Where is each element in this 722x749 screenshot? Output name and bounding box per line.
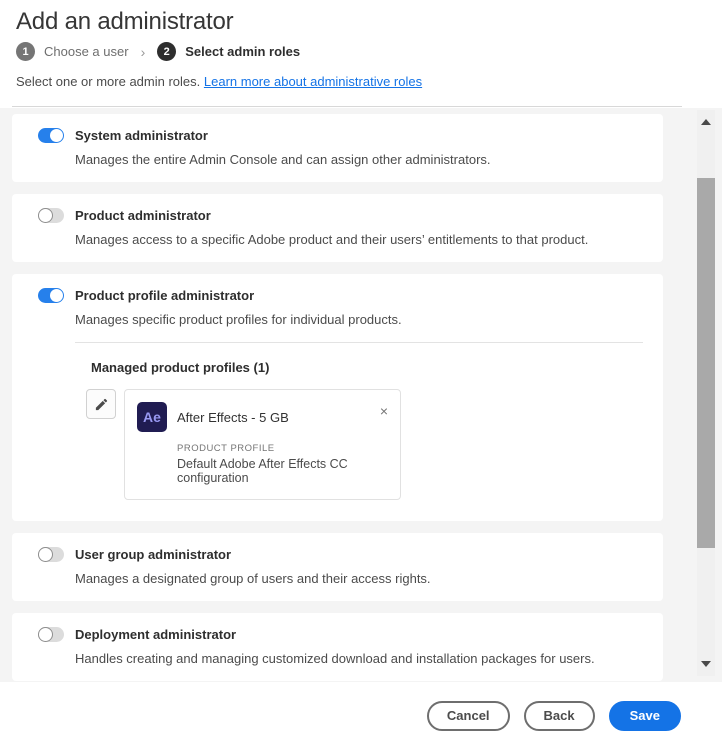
step-1-label: Choose a user — [44, 44, 129, 59]
step-indicator — [16, 42, 300, 61]
toggle-knob — [38, 547, 53, 562]
toggle-knob — [50, 129, 63, 142]
toggle-knob — [50, 289, 63, 302]
header-divider — [12, 106, 682, 107]
profile-chip-after-effects — [124, 389, 401, 500]
scroll-down-button[interactable] — [697, 656, 715, 672]
page-title: Add an administrator — [16, 8, 234, 35]
product-profile-administrator-toggle[interactable] — [38, 288, 64, 303]
pencil-icon — [94, 397, 109, 412]
role-name: Product profile administrator — [75, 288, 255, 303]
instruction-text — [16, 74, 422, 89]
role-description: Manages the entire Admin Console and can assign other administrators. — [75, 152, 491, 167]
role-description: Manages specific product profiles for individual products. — [75, 312, 402, 327]
scroll-up-button[interactable] — [697, 114, 715, 130]
profile-type-label: PRODUCT PROFILE — [177, 443, 275, 454]
user-group-administrator-toggle[interactable] — [38, 547, 64, 562]
triangle-up-icon — [701, 119, 711, 125]
profile-subtitle: Default Adobe After Effects CC configuration — [177, 457, 348, 485]
role-name: Product administrator — [75, 208, 211, 223]
role-description: Manages a designated group of users and their access rights. — [75, 571, 431, 586]
role-card-product-profile-administrator — [12, 274, 663, 521]
deployment-administrator-toggle[interactable] — [38, 627, 64, 642]
profile-title: After Effects - 5 GB — [177, 409, 289, 425]
role-description: Handles creating and managing customized download and installation packages for users. — [75, 651, 595, 666]
step-2-label: Select admin roles — [185, 44, 301, 59]
after-effects-icon: Ae — [137, 402, 167, 432]
managed-profiles-section — [86, 360, 643, 500]
role-name: Deployment administrator — [75, 627, 237, 642]
role-card-user-group-administrator — [12, 533, 663, 601]
toggle-knob — [38, 208, 53, 223]
vertical-scrollbar[interactable] — [697, 110, 715, 676]
role-name: User group administrator — [75, 547, 232, 562]
step-1-badge: 1 — [16, 42, 35, 61]
instruction-label: Select one or more admin roles. — [16, 74, 201, 89]
step-choose-a-user[interactable] — [16, 42, 129, 61]
back-button[interactable]: Back — [524, 701, 595, 731]
step-2-badge: 2 — [157, 42, 176, 61]
managed-profiles-heading: Managed product profiles (1) — [91, 360, 270, 375]
role-description: Manages access to a specific Adobe product and their users’ entitlements to that product. — [75, 232, 589, 247]
dialog-header — [0, 0, 722, 107]
role-name: System administrator — [75, 128, 208, 143]
card-divider — [75, 342, 643, 343]
dialog-footer — [0, 682, 722, 749]
role-card-deployment-administrator — [12, 613, 663, 681]
toggle-knob — [38, 627, 53, 642]
step-select-admin-roles[interactable] — [157, 42, 300, 61]
system-administrator-toggle[interactable] — [38, 128, 64, 143]
product-administrator-toggle[interactable] — [38, 208, 64, 223]
role-card-product-administrator — [12, 194, 663, 262]
scrollbar-thumb[interactable] — [697, 178, 715, 548]
triangle-down-icon — [701, 661, 711, 667]
chevron-right-icon: › — [140, 43, 146, 60]
roles-scroll-area — [0, 108, 722, 682]
role-card-system-administrator — [12, 114, 663, 182]
remove-profile-icon[interactable]: × — [379, 403, 388, 419]
cancel-button[interactable]: Cancel — [427, 701, 510, 731]
edit-profiles-button[interactable] — [86, 389, 116, 419]
learn-more-link[interactable]: Learn more about administrative roles — [203, 74, 423, 89]
save-button[interactable]: Save — [609, 701, 681, 731]
